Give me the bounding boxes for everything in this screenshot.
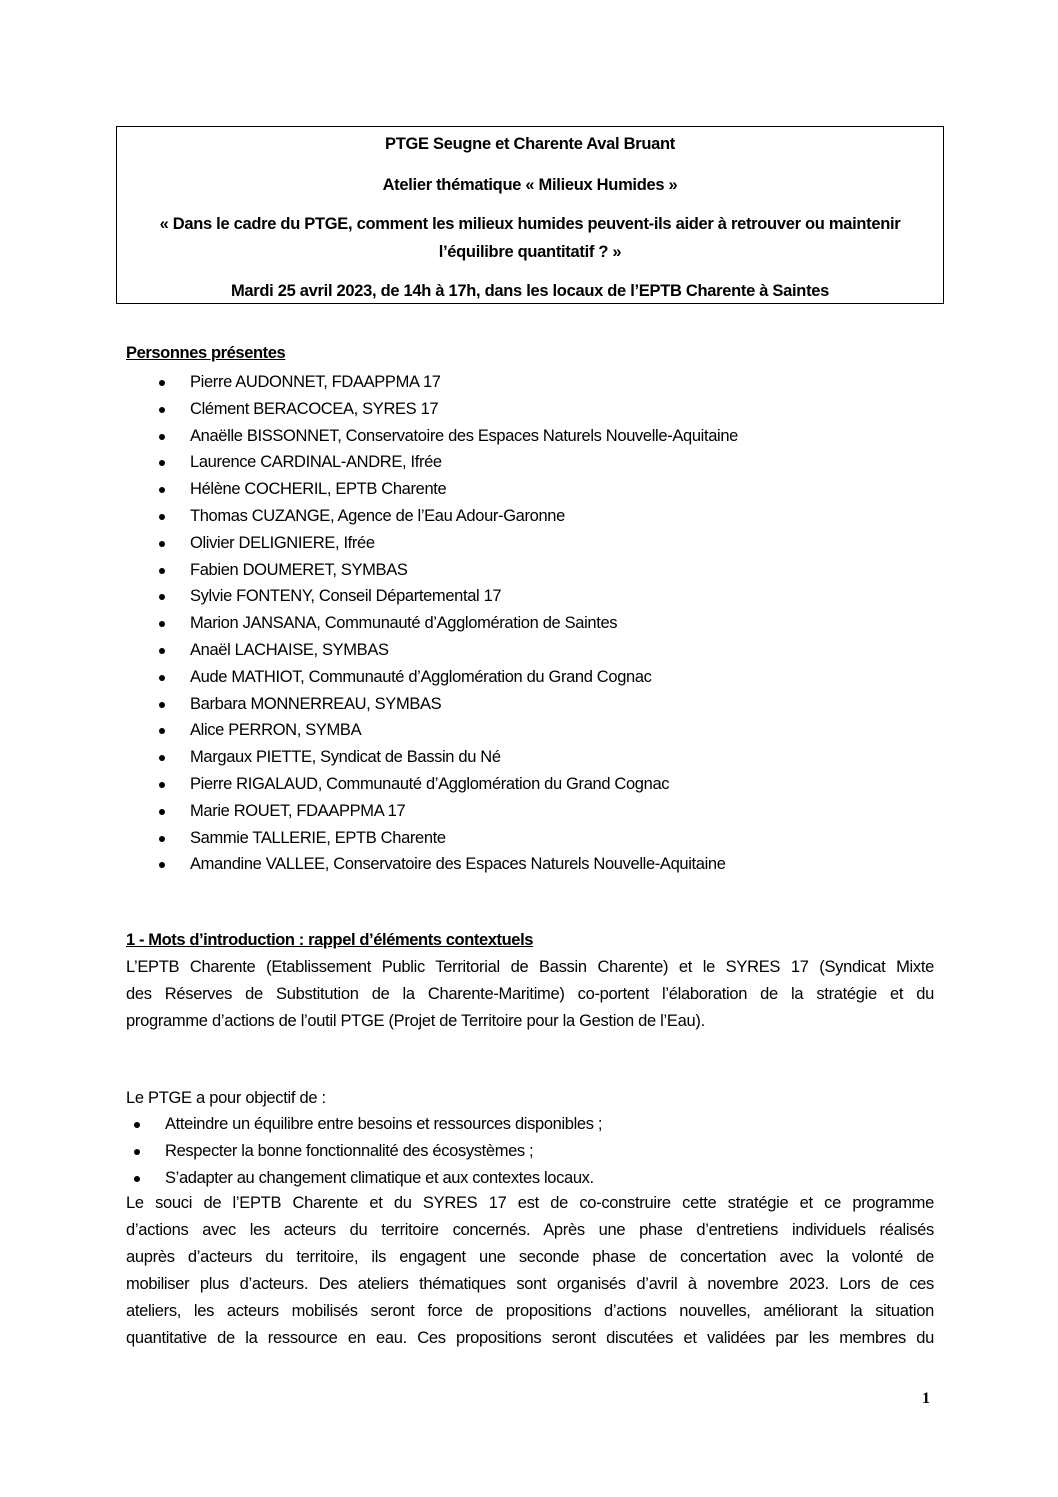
section-1-concern-paragraph [126,1190,934,1352]
paragraph-line: mobiliser plus d’acteurs. Des ateliers thématiques sont organisés d’avril à novembre 2023. Lors de ces [126,1275,934,1293]
attendee-item: Anaël LACHAISE, SYMBAS [126,637,738,664]
attendees-list [126,369,738,878]
objectives-intro: Le PTGE a pour objectif de : [126,1089,326,1107]
page-number: 1 [922,1390,930,1407]
bullet-icon [159,755,165,761]
bullet-icon [134,1176,140,1182]
paragraph-line: auprès d’acteurs du territoire, ils engagent une seconde phase de concertation avec la volonté de [126,1248,934,1266]
bullet-icon [159,487,165,493]
objective-item: S’adapter au changement climatique et aux contextes locaux. [101,1165,602,1192]
attendee-item: Sammie TALLERIE, EPTB Charente [126,825,738,852]
section-1-intro-paragraph [126,954,934,1035]
section-1-heading: 1 - Mots d’introduction : rappel d’éléments contextuels [126,931,534,949]
attendee-item: Alice PERRON, SYMBA [126,717,738,744]
paragraph-line: des Réserves de Substitution de la Charente-Maritime) co-portent l’élaboration de la stratégie et du [126,985,934,1003]
attendee-item: Barbara MONNERREAU, SYMBAS [126,691,738,718]
attendee-item: Amandine VALLEE, Conservatoire des Espaces Naturels Nouvelle-Aquitaine [126,851,738,878]
document-title: PTGE Seugne et Charente Aval Bruant [385,135,675,153]
bullet-icon [159,514,165,520]
bullet-icon [159,675,165,681]
attendee-item: Marion JANSANA, Communauté d’Agglomération de Saintes [126,610,738,637]
date-location: Mardi 25 avril 2023, de 14h à 17h, dans les locaux de l’EPTB Charente à Saintes [230,282,830,300]
attendee-item: Marie ROUET, FDAAPPMA 17 [126,798,738,825]
bullet-icon [159,809,165,815]
attendee-item: Clément BERACOCEA, SYRES 17 [126,396,738,423]
bullet-icon [159,862,165,868]
paragraph-line: Le souci de l’EPTB Charente et du SYRES 17 est de co-construire cette stratégie et ce programme [126,1194,934,1212]
paragraph-line: ateliers, les acteurs mobilisés seront force de propositions d’actions nouvelles, améliorant la situation [126,1302,934,1320]
paragraph-line: quantitative de la ressource en eau. Ces propositions seront discutées et validées par les membres du [126,1329,934,1347]
bullet-icon [159,407,165,413]
bullet-icon [134,1122,140,1128]
attendee-item: Margaux PIETTE, Syndicat de Bassin du Né [126,744,738,771]
title-box [116,126,944,304]
attendee-item: Thomas CUZANGE, Agence de l’Eau Adour-Garonne [126,503,738,530]
bullet-icon [159,594,165,600]
bullet-icon [159,541,165,547]
objective-item: Atteindre un équilibre entre besoins et ressources disponibles ; [101,1111,602,1138]
bullet-icon [159,782,165,788]
objectives-list [101,1111,602,1191]
workshop-question-line-2: l’équilibre quantitatif ? » [438,243,622,261]
attendee-item: Olivier DELIGNIERE, Ifrée [126,530,738,557]
attendees-heading: Personnes présentes [126,344,286,362]
paragraph-line: L’EPTB Charente (Etablissement Public Territorial de Bassin Charente) et le SYRES 17 (Syndicat Mixte [126,958,934,976]
bullet-icon [159,702,165,708]
attendee-item: Pierre AUDONNET, FDAAPPMA 17 [126,369,738,396]
bullet-icon [159,621,165,627]
attendee-item: Pierre RIGALAUD, Communauté d’Agglomération du Grand Cognac [126,771,738,798]
objective-item: Respecter la bonne fonctionnalité des écosystèmes ; [101,1138,602,1165]
bullet-icon [159,434,165,440]
bullet-icon [159,460,165,466]
bullet-icon [159,728,165,734]
paragraph-line: programme d’actions de l’outil PTGE (Projet de Territoire pour la Gestion de l’Eau). [126,1012,705,1030]
attendee-item: Aude MATHIOT, Communauté d’Agglomération du Grand Cognac [126,664,738,691]
workshop-question-line-1: « Dans le cadre du PTGE, comment les milieux humides peuvent-ils aider à retrouver ou maintenir [159,215,901,233]
attendee-item: Fabien DOUMERET, SYMBAS [126,557,738,584]
bullet-icon [159,568,165,574]
paragraph-line: d’actions avec les acteurs du territoire concernés. Après une phase d’entretiens individuels réalisés [126,1221,934,1239]
attendee-item: Sylvie FONTENY, Conseil Départemental 17 [126,583,738,610]
attendee-item: Laurence CARDINAL-ANDRE, Ifrée [126,449,738,476]
attendee-item: Anaëlle BISSONNET, Conservatoire des Espaces Naturels Nouvelle-Aquitaine [126,423,738,450]
bullet-icon [159,836,165,842]
bullet-icon [159,380,165,386]
attendee-item: Hélène COCHERIL, EPTB Charente [126,476,738,503]
bullet-icon [159,648,165,654]
workshop-subtitle: Atelier thématique « Milieux Humides » [382,176,678,194]
bullet-icon [134,1149,140,1155]
